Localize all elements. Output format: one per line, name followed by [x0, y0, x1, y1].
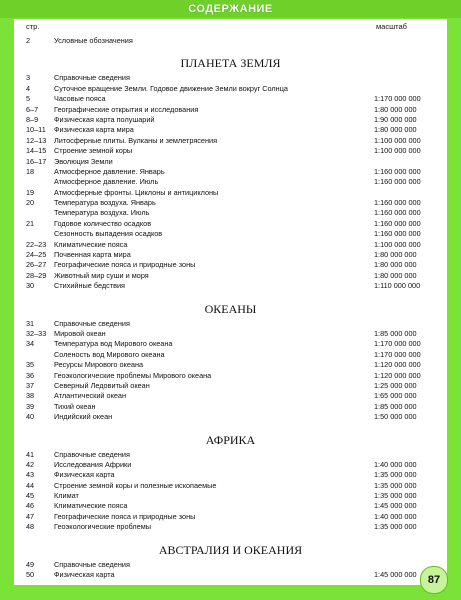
page-ref: 40 [26, 412, 35, 422]
entry-title: Геоэкологические проблемы [54, 522, 151, 532]
list-item[interactable] [14, 481, 447, 491]
page-ref: 28–29 [26, 270, 47, 280]
page-ref: 35 [26, 360, 35, 370]
list-item[interactable] [14, 219, 447, 229]
map-scale: 1:35 000 000 [374, 470, 417, 480]
list-item[interactable] [14, 271, 447, 281]
page-ref: 47 [26, 511, 35, 521]
entry-title: Условные обозначения [54, 36, 133, 45]
page-ref: 38 [26, 391, 35, 401]
entry-title: Тихий океан [54, 401, 96, 411]
page-ref: 12–13 [26, 135, 47, 145]
entry-title: Мировой океан [54, 328, 106, 338]
map-scale: 1:160 000 000 [374, 218, 421, 228]
map-scale: 1:80 000 000 [374, 270, 417, 280]
map-scale: 1:160 000 000 [374, 166, 421, 176]
list-item[interactable] [14, 250, 447, 260]
page-ref: 24–25 [26, 250, 47, 260]
entry-title: Физическая карта [54, 470, 115, 480]
page-ref: 8–9 [26, 114, 39, 124]
entry-title: Суточное вращение Земли. Годовое движение Земли вокруг Солнца [54, 83, 288, 93]
list-item[interactable] [14, 73, 447, 83]
page-ref: 34 [26, 339, 35, 349]
page-ref: 48 [26, 522, 35, 532]
section-title: АВСТРАЛИЯ И ОКЕАНИЯ [158, 542, 303, 557]
map-scale: 1:45 000 000 [374, 570, 417, 580]
entry-title: Эволюция Земли [54, 156, 113, 166]
list-item[interactable] [14, 371, 447, 381]
page-ref: 6–7 [26, 104, 39, 114]
page-ref: 42 [26, 459, 35, 469]
list-item[interactable] [14, 381, 447, 391]
map-scale: 1:65 000 000 [374, 391, 417, 401]
page-ref: 26–27 [26, 260, 47, 270]
column-header-page: стр. [26, 22, 40, 31]
list-item[interactable] [14, 350, 447, 360]
page-ref: 45 [26, 491, 35, 501]
section-heading [14, 52, 447, 73]
page-ref: 10–11 [26, 125, 46, 135]
page-ref: 32–33 [26, 328, 47, 338]
entry-title: Северный Ледовитый океан [54, 380, 150, 390]
page-ref: 19 [26, 187, 35, 197]
list-item[interactable] [14, 560, 447, 570]
map-scale: 1:80 000 000 [374, 125, 417, 135]
entry-title: Геоэкологические проблемы Мирового океана [54, 370, 212, 380]
entry-title: Физическая карта полушарий [54, 114, 155, 124]
list-item[interactable] [14, 198, 447, 208]
map-scale: 1:120 000 000 [374, 370, 421, 380]
list-item[interactable] [14, 125, 447, 135]
list-item[interactable] [14, 208, 447, 218]
list-item[interactable] [14, 146, 447, 156]
map-scale: 1:45 000 000 [374, 501, 417, 511]
section-title: АФРИКА [205, 432, 256, 447]
page-ref: 44 [26, 480, 35, 490]
map-scale: 1:160 000 000 [374, 229, 421, 239]
column-header-scale: масштаб [376, 22, 407, 31]
page-ref: 21 [26, 218, 35, 228]
entry-title: Температура вод Мирового океана [54, 339, 173, 349]
page-ref: 3 [26, 73, 31, 83]
map-scale: 1:170 000 000 [374, 339, 421, 349]
map-scale: 1:160 000 000 [374, 208, 421, 218]
entry-title: Географические пояса и природные зоны [54, 511, 196, 521]
section-heading [14, 429, 447, 450]
page-ref: 2 [26, 36, 31, 45]
entry-title: Климатические пояса [54, 239, 128, 249]
page-ref: 50 [26, 570, 35, 580]
entry-title: Температура воздуха. Июль [54, 208, 150, 218]
map-scale: 1:50 000 000 [374, 412, 417, 422]
map-scale: 1:170 000 000 [374, 349, 421, 359]
page-ref: 14–15 [26, 146, 47, 156]
map-scale: 1:40 000 000 [374, 459, 417, 469]
section-title: ПЛАНЕТА ЗЕМЛЯ [180, 56, 281, 71]
map-scale: 1:35 000 000 [374, 480, 417, 490]
entry-title: Ресурсы Мирового океана [54, 360, 144, 370]
page-ref: 22–23 [26, 239, 47, 249]
list-item[interactable] [14, 522, 447, 532]
page-ref: 37 [26, 380, 35, 390]
page-ref: 16–17 [26, 156, 47, 166]
page-ref: 46 [26, 501, 35, 511]
entry-title: Справочные сведения [54, 449, 130, 459]
page-ref: 20 [26, 198, 35, 208]
entry-title: Соленость вод Мирового океана [54, 349, 165, 359]
entry-title: Атмосферное давление. Январь [54, 166, 165, 176]
list-item[interactable] [14, 188, 447, 198]
page-ref: 18 [26, 166, 35, 176]
entry-title: Индийский океан [54, 412, 113, 422]
page-ref: 36 [26, 370, 35, 380]
page-ref: 31 [26, 318, 35, 328]
entry-title: Физическая карта мира [54, 125, 134, 135]
page-ref: 43 [26, 470, 35, 480]
list-item[interactable] [14, 450, 447, 460]
list-item[interactable] [14, 491, 447, 501]
entry-title: Атмосферное давление. Июль [54, 177, 159, 187]
entry-title: Климатические пояса [54, 501, 128, 511]
list-item[interactable] [14, 136, 447, 146]
list-item[interactable] [14, 412, 447, 422]
list-item[interactable] [14, 177, 447, 187]
list-item[interactable] [14, 460, 447, 470]
map-scale: 1:160 000 000 [374, 177, 421, 187]
list-item[interactable] [14, 157, 447, 167]
list-item[interactable] [14, 167, 447, 177]
entry-title: Литосферные плиты. Вулканы и землетрясения [54, 135, 218, 145]
entry-title: Сезонность выпадения осадков [54, 229, 163, 239]
map-scale: 1:80 000 000 [374, 104, 417, 114]
entry-title: Часовые пояса [54, 94, 106, 104]
page-ref: 49 [26, 559, 35, 569]
list-item[interactable] [14, 339, 447, 349]
page-ref: 5 [26, 94, 31, 104]
map-scale: 1:160 000 000 [374, 198, 421, 208]
section-title: ОКЕАНЫ [204, 301, 257, 316]
list-item[interactable] [14, 84, 447, 94]
list-item[interactable] [14, 229, 447, 239]
list-item[interactable] [14, 115, 447, 125]
entry-title: Справочные сведения [54, 73, 130, 83]
page-ref: 30 [26, 281, 35, 291]
list-item[interactable] [14, 501, 447, 511]
page-number-badge: 87 [420, 566, 448, 594]
map-scale: 1:120 000 000 [374, 360, 421, 370]
map-scale: 1:100 000 000 [374, 239, 421, 249]
map-scale: 1:100 000 000 [374, 135, 421, 145]
map-scale: 1:170 000 000 [374, 94, 421, 104]
page-ref: 41 [26, 449, 35, 459]
list-item[interactable] [14, 105, 447, 115]
entry-title: Исследования Африки [54, 459, 132, 469]
list-item[interactable] [14, 94, 447, 104]
entry-title: Годовое количество осадков [54, 218, 152, 228]
entry-title: Климат [54, 491, 79, 501]
entry-title: Справочные сведения [54, 559, 130, 569]
map-scale: 1:80 000 000 [374, 250, 417, 260]
map-scale: 1:25 000 000 [374, 380, 417, 390]
map-scale: 1:110 000 000 [374, 281, 421, 291]
entry-title: Физическая карта [54, 570, 115, 580]
list-item[interactable] [14, 470, 447, 480]
entry-title: Справочные сведения [54, 318, 130, 328]
map-scale: 1:80 000 000 [374, 260, 417, 270]
entry-title: Атлантический океан [54, 391, 127, 401]
entry-title: Почвенная карта мира [54, 250, 131, 260]
contents-list [14, 36, 447, 580]
contents-page [14, 19, 447, 585]
page-ref: 4 [26, 83, 31, 93]
map-scale: 1:90 000 000 [374, 114, 417, 124]
list-item[interactable] [14, 391, 447, 401]
map-scale: 1:35 000 000 [374, 522, 417, 532]
list-item[interactable] [14, 281, 447, 291]
entry-title: Атмосферные фронты. Циклоны и антициклоны [54, 187, 219, 197]
map-scale: 1:85 000 000 [374, 401, 417, 411]
map-scale: 1:40 000 000 [374, 511, 417, 521]
list-item[interactable] [14, 36, 447, 46]
entry-title: Строение земной коры [54, 146, 133, 156]
list-item[interactable] [14, 512, 447, 522]
map-scale: 1:85 000 000 [374, 328, 417, 338]
list-item[interactable] [14, 240, 447, 250]
entry-title: Географические пояса и природные зоны [54, 260, 196, 270]
list-item[interactable] [14, 570, 447, 580]
list-item[interactable] [14, 260, 447, 270]
section-heading [14, 539, 447, 560]
entry-title: Стихийные бедствия [54, 281, 125, 291]
list-item[interactable] [14, 329, 447, 339]
map-scale: 1:35 000 000 [374, 491, 417, 501]
page-header: СОДЕРЖАНИЕ [0, 0, 461, 18]
entry-title: Строение земной коры и полезные ископаемые [54, 480, 217, 490]
map-scale: 1:100 000 000 [374, 146, 421, 156]
list-item[interactable] [14, 319, 447, 329]
section-heading [14, 298, 447, 319]
list-item[interactable] [14, 360, 447, 370]
page-ref: 39 [26, 401, 35, 411]
entry-title: Животный мир суши и моря [54, 270, 149, 280]
list-item[interactable] [14, 402, 447, 412]
entry-title: Географические открытия и исследования [54, 104, 199, 114]
entry-title: Температура воздуха. Январь [54, 198, 156, 208]
